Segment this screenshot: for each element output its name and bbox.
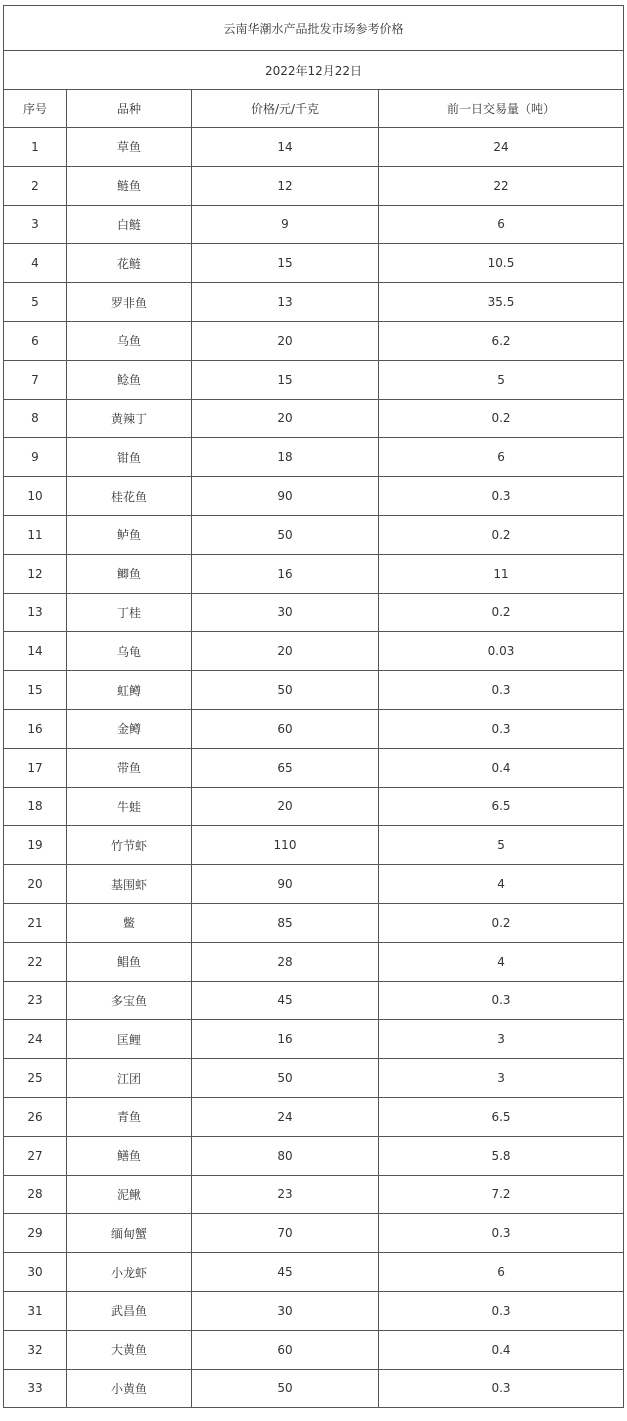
cell-variety: 花鲢	[67, 244, 192, 283]
cell-variety: 鳖	[67, 903, 192, 942]
cell-price: 45	[192, 981, 379, 1020]
table-title-row	[4, 6, 624, 51]
cell-index: 13	[4, 593, 67, 632]
cell-price: 30	[192, 1291, 379, 1330]
cell-volume: 0.4	[379, 1330, 624, 1369]
cell-volume: 5	[379, 360, 624, 399]
cell-index: 16	[4, 709, 67, 748]
cell-index: 30	[4, 1253, 67, 1292]
cell-price: 50	[192, 671, 379, 710]
cell-variety: 黄辣丁	[67, 399, 192, 438]
cell-volume: 6.5	[379, 1097, 624, 1136]
cell-variety: 丁桂	[67, 593, 192, 632]
cell-volume: 6.2	[379, 321, 624, 360]
cell-variety: 江团	[67, 1059, 192, 1098]
table-row	[4, 1136, 624, 1175]
cell-index: 23	[4, 981, 67, 1020]
cell-index: 7	[4, 360, 67, 399]
header-price: 价格/元/千克	[192, 90, 379, 128]
cell-variety: 草鱼	[67, 128, 192, 167]
cell-price: 80	[192, 1136, 379, 1175]
cell-index: 26	[4, 1097, 67, 1136]
cell-index: 20	[4, 865, 67, 904]
cell-variety: 青鱼	[67, 1097, 192, 1136]
cell-volume: 0.3	[379, 1369, 624, 1408]
cell-variety: 小龙虾	[67, 1253, 192, 1292]
table-row	[4, 1369, 624, 1408]
cell-volume: 6.5	[379, 787, 624, 826]
table-body	[4, 128, 624, 1408]
cell-volume: 6	[379, 205, 624, 244]
table-row	[4, 787, 624, 826]
table-row	[4, 1330, 624, 1369]
table-row	[4, 826, 624, 865]
cell-price: 14	[192, 128, 379, 167]
table-row	[4, 1097, 624, 1136]
table-row	[4, 360, 624, 399]
cell-variety: 鲫鱼	[67, 554, 192, 593]
cell-index: 8	[4, 399, 67, 438]
cell-price: 16	[192, 554, 379, 593]
cell-price: 16	[192, 1020, 379, 1059]
cell-variety: 小黄鱼	[67, 1369, 192, 1408]
cell-variety: 鲶鱼	[67, 360, 192, 399]
cell-volume: 4	[379, 865, 624, 904]
table-row	[4, 1059, 624, 1098]
table-row	[4, 632, 624, 671]
header-volume: 前一日交易量（吨）	[379, 90, 624, 128]
cell-index: 12	[4, 554, 67, 593]
cell-price: 70	[192, 1214, 379, 1253]
table-row	[4, 321, 624, 360]
cell-price: 60	[192, 1330, 379, 1369]
cell-volume: 0.4	[379, 748, 624, 787]
cell-index: 4	[4, 244, 67, 283]
cell-volume: 3	[379, 1020, 624, 1059]
cell-volume: 0.2	[379, 399, 624, 438]
cell-variety: 缅甸蟹	[67, 1214, 192, 1253]
cell-index: 6	[4, 321, 67, 360]
table-row	[4, 438, 624, 477]
cell-volume: 6	[379, 1253, 624, 1292]
cell-volume: 3	[379, 1059, 624, 1098]
table-row	[4, 283, 624, 322]
cell-price: 20	[192, 787, 379, 826]
cell-volume: 22	[379, 166, 624, 205]
cell-volume: 0.3	[379, 1291, 624, 1330]
cell-variety: 武昌鱼	[67, 1291, 192, 1330]
cell-volume: 0.3	[379, 477, 624, 516]
price-table	[3, 5, 624, 1408]
cell-volume: 0.3	[379, 981, 624, 1020]
cell-index: 9	[4, 438, 67, 477]
cell-variety: 牛蛙	[67, 787, 192, 826]
cell-price: 60	[192, 709, 379, 748]
table-row	[4, 593, 624, 632]
table-row	[4, 981, 624, 1020]
table-row	[4, 1175, 624, 1214]
cell-variety: 金鳟	[67, 709, 192, 748]
cell-variety: 虹鳟	[67, 671, 192, 710]
header-index: 序号	[4, 90, 67, 128]
cell-volume: 6	[379, 438, 624, 477]
cell-volume: 35.5	[379, 283, 624, 322]
table-row	[4, 671, 624, 710]
cell-price: 90	[192, 477, 379, 516]
cell-price: 13	[192, 283, 379, 322]
cell-index: 19	[4, 826, 67, 865]
cell-price: 30	[192, 593, 379, 632]
cell-volume: 0.03	[379, 632, 624, 671]
cell-variety: 乌鱼	[67, 321, 192, 360]
table-date-row	[4, 51, 624, 90]
table-title: 云南华潮水产品批发市场参考价格	[4, 6, 624, 51]
cell-variety: 罗非鱼	[67, 283, 192, 322]
cell-price: 20	[192, 321, 379, 360]
cell-variety: 鳝鱼	[67, 1136, 192, 1175]
cell-volume: 0.3	[379, 709, 624, 748]
table-row	[4, 748, 624, 787]
table-row	[4, 477, 624, 516]
cell-price: 110	[192, 826, 379, 865]
table-row	[4, 1020, 624, 1059]
cell-price: 50	[192, 1059, 379, 1098]
table-row	[4, 903, 624, 942]
header-variety: 品种	[67, 90, 192, 128]
cell-price: 18	[192, 438, 379, 477]
cell-index: 33	[4, 1369, 67, 1408]
cell-index: 2	[4, 166, 67, 205]
table-row	[4, 865, 624, 904]
cell-price: 65	[192, 748, 379, 787]
table-row	[4, 1214, 624, 1253]
cell-price: 15	[192, 244, 379, 283]
cell-volume: 10.5	[379, 244, 624, 283]
table-header-row	[4, 90, 624, 128]
cell-price: 23	[192, 1175, 379, 1214]
cell-index: 10	[4, 477, 67, 516]
cell-index: 11	[4, 515, 67, 554]
cell-volume: 5	[379, 826, 624, 865]
price-table-container	[3, 5, 623, 1408]
cell-index: 17	[4, 748, 67, 787]
cell-index: 24	[4, 1020, 67, 1059]
table-row	[4, 1253, 624, 1292]
table-row	[4, 166, 624, 205]
cell-variety: 鲢鱼	[67, 166, 192, 205]
cell-index: 5	[4, 283, 67, 322]
cell-volume: 11	[379, 554, 624, 593]
cell-volume: 24	[379, 128, 624, 167]
cell-volume: 0.3	[379, 671, 624, 710]
cell-price: 50	[192, 515, 379, 554]
table-row	[4, 554, 624, 593]
cell-index: 1	[4, 128, 67, 167]
cell-variety: 带鱼	[67, 748, 192, 787]
table-row	[4, 709, 624, 748]
table-row	[4, 942, 624, 981]
cell-volume: 5.8	[379, 1136, 624, 1175]
cell-volume: 0.3	[379, 1214, 624, 1253]
cell-price: 45	[192, 1253, 379, 1292]
cell-variety: 竹节虾	[67, 826, 192, 865]
cell-variety: 基围虾	[67, 865, 192, 904]
cell-index: 27	[4, 1136, 67, 1175]
cell-index: 14	[4, 632, 67, 671]
cell-price: 15	[192, 360, 379, 399]
cell-variety: 泥鳅	[67, 1175, 192, 1214]
cell-variety: 鲈鱼	[67, 515, 192, 554]
cell-index: 18	[4, 787, 67, 826]
cell-volume: 0.2	[379, 515, 624, 554]
cell-volume: 4	[379, 942, 624, 981]
cell-index: 25	[4, 1059, 67, 1098]
cell-volume: 0.2	[379, 593, 624, 632]
cell-variety: 匡鲤	[67, 1020, 192, 1059]
cell-price: 20	[192, 399, 379, 438]
cell-price: 50	[192, 1369, 379, 1408]
table-row	[4, 515, 624, 554]
cell-variety: 大黄鱼	[67, 1330, 192, 1369]
table-date: 2022年12月22日	[4, 51, 624, 90]
cell-price: 90	[192, 865, 379, 904]
cell-variety: 白鲢	[67, 205, 192, 244]
cell-variety: 桂花鱼	[67, 477, 192, 516]
table-row	[4, 128, 624, 167]
table-row	[4, 205, 624, 244]
cell-variety: 鲳鱼	[67, 942, 192, 981]
cell-index: 22	[4, 942, 67, 981]
cell-price: 28	[192, 942, 379, 981]
cell-variety: 乌龟	[67, 632, 192, 671]
cell-index: 32	[4, 1330, 67, 1369]
cell-variety: 多宝鱼	[67, 981, 192, 1020]
cell-index: 28	[4, 1175, 67, 1214]
cell-index: 31	[4, 1291, 67, 1330]
table-row	[4, 244, 624, 283]
cell-price: 85	[192, 903, 379, 942]
table-row	[4, 399, 624, 438]
cell-variety: 钳鱼	[67, 438, 192, 477]
cell-index: 29	[4, 1214, 67, 1253]
cell-price: 9	[192, 205, 379, 244]
cell-volume: 0.2	[379, 903, 624, 942]
cell-price: 12	[192, 166, 379, 205]
cell-volume: 7.2	[379, 1175, 624, 1214]
cell-index: 3	[4, 205, 67, 244]
cell-index: 21	[4, 903, 67, 942]
cell-price: 20	[192, 632, 379, 671]
cell-price: 24	[192, 1097, 379, 1136]
cell-index: 15	[4, 671, 67, 710]
table-row	[4, 1291, 624, 1330]
